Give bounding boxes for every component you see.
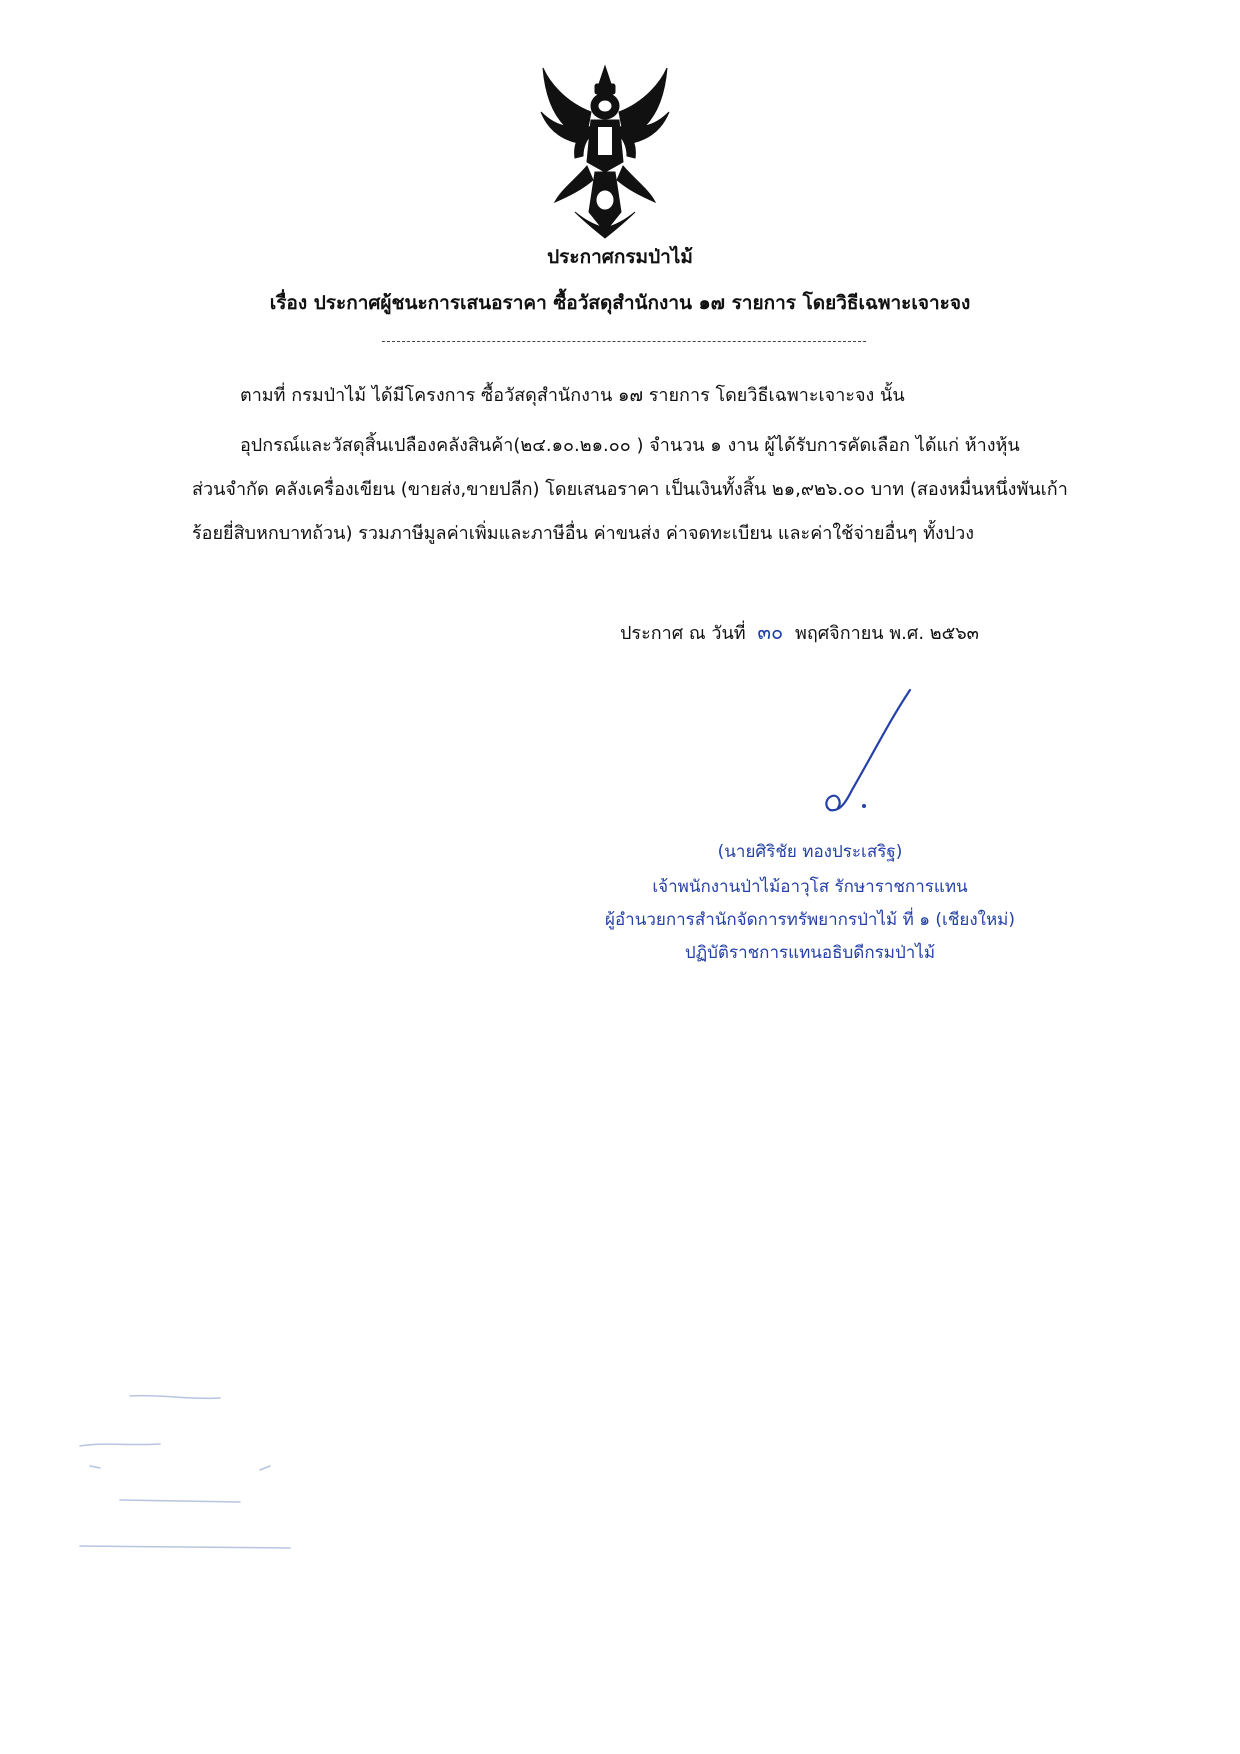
date-day: ๓๐ xyxy=(757,620,784,644)
signatory-name: (นายศิริชัย ทองประเสริฐ) xyxy=(717,842,903,862)
announcement-title: ประกาศกรมป่าไม้ xyxy=(547,246,693,268)
garuda-emblem-icon xyxy=(535,62,675,242)
body-line-4: ร้อยยี่สิบหกบาทถ้วน) รวมภาษีมูลค่าเพิ่มและภาษีอื่น ค่าขนส่ง ค่าจดทะเบียน และค่าใช้จ่ายอื่นๆ ทั้งปวง xyxy=(192,523,975,544)
handwritten-signature xyxy=(780,680,920,830)
date-prefix: ประกาศ ณ วันที่ xyxy=(620,623,746,644)
body-line-2: อุปกรณ์และวัสดุสิ้นเปลืองคลังสินค้า(๒๔.๑๐.๒๑.๐๐ ) จำนวน ๑ งาน ผู้ได้รับการคัดเลือก ได้แก่ ห้างหุ้น xyxy=(240,435,1020,456)
body-line-3: ส่วนจำกัด คลังเครื่องเขียน (ขายส่ง,ขายปลีก) โดยเสนอราคา เป็นเงินทั้งสิ้น ๒๑,๙๒๖.๐๐ บาท (สองหมื่นหนึ่งพันเก้า xyxy=(192,479,1068,500)
signatory-position-1: เจ้าพนักงานป่าไม้อาวุโส รักษาราชการแทน xyxy=(652,877,968,897)
announcement-date xyxy=(620,616,979,648)
announcement-subject: เรื่อง ประกาศผู้ชนะการเสนอราคา ซื้อวัสดุสำนักงาน ๑๗ รายการ โดยวิธีเฉพาะเจาะจง xyxy=(269,292,971,314)
dashed-divider xyxy=(382,341,866,342)
body-line-1: ตามที่ กรมป่าไม้ ได้มีโครงการ ซื้อวัสดุสำนักงาน ๑๗ รายการ โดยวิธีเฉพาะเจาะจง นั้น xyxy=(240,385,905,406)
faint-scan-marks xyxy=(60,1390,320,1560)
signatory-position-3: ปฏิบัติราชการแทนอธิบดีกรมป่าไม้ xyxy=(684,943,936,963)
date-suffix: พฤศจิกายน พ.ศ. ๒๕๖๓ xyxy=(794,623,979,644)
signatory-position-2: ผู้อำนวยการสำนักจัดการทรัพยากรป่าไม้ ที่ ๑ (เชียงใหม่) xyxy=(605,910,1015,930)
